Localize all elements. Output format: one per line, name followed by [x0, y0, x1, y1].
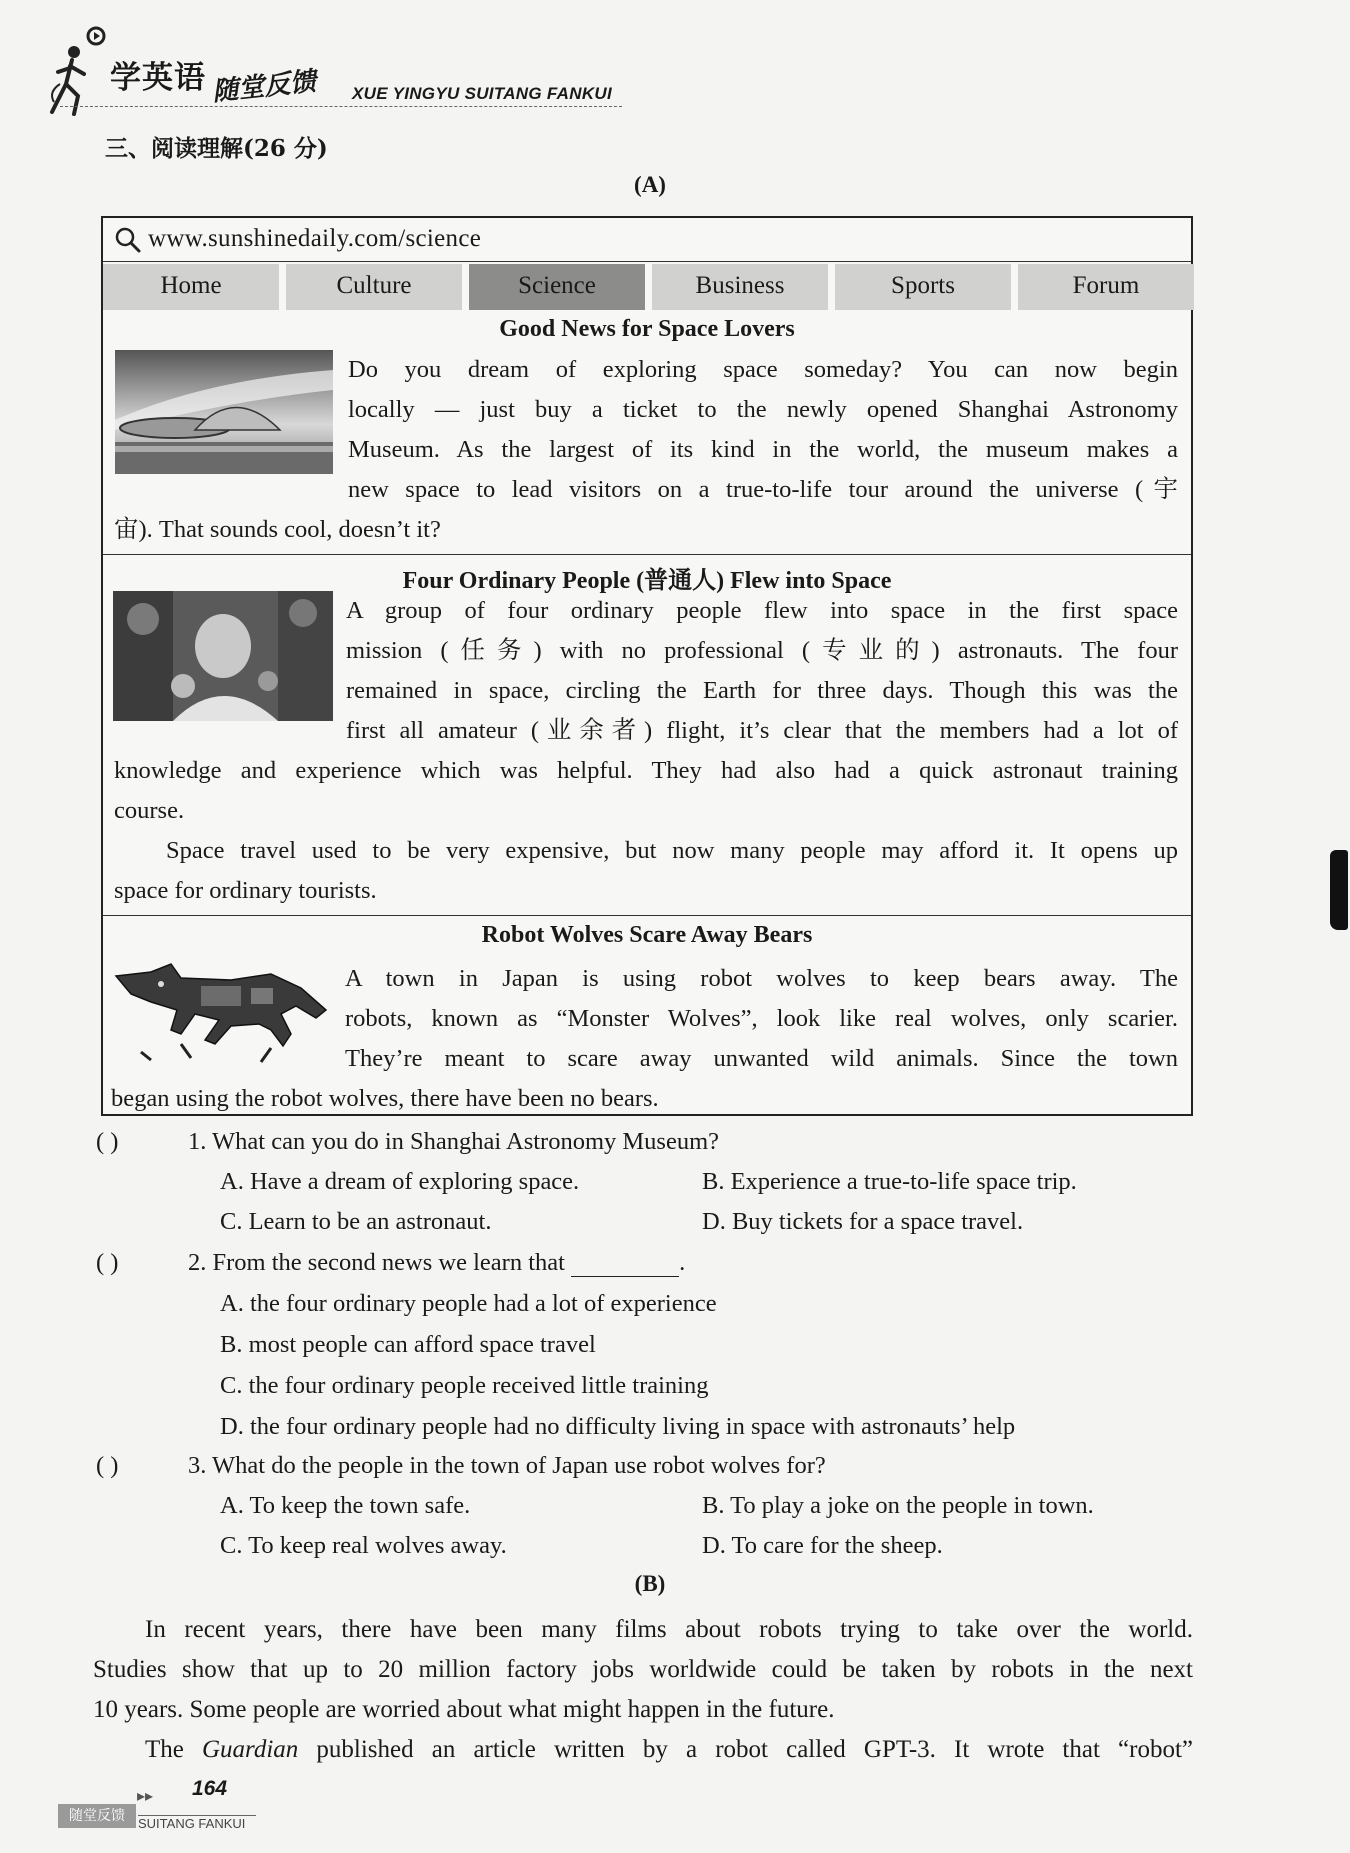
news-2-line-1: A group of four ordinary people flew into space in the first space — [346, 597, 1178, 624]
question-1-option-c: C. Learn to be an astronaut. — [220, 1208, 492, 1235]
news-3-line-1: A town in Japan is using robot wolves to keep bears away. The — [345, 965, 1178, 992]
page-number: 164 — [192, 1777, 228, 1800]
part-b-p1-line-2: Studies show that up to 20 million factory jobs worldwide could be taken by robots in the next — [93, 1656, 1193, 1683]
robot-wolf-image — [111, 954, 335, 1064]
news-2-line-6: course. — [114, 797, 185, 824]
url-text: www.sunshinedaily.com/science — [148, 225, 482, 252]
news-1-line-2: locally — just buy a ticket to the newly opened Shanghai Astronomy — [348, 396, 1178, 423]
part-b-label: (B) — [634, 1571, 666, 1596]
news-3-line-2: robots, known as “Monster Wolves”, look like real wolves, only scarier. — [345, 1005, 1178, 1032]
news-title-1: Good News for Space Lovers — [499, 316, 795, 342]
news-3-line-3: They’re meant to scare away unwanted wild animals. Since the town — [345, 1045, 1178, 1072]
page-edge-mark — [1330, 850, 1348, 930]
search-icon — [115, 227, 141, 253]
nav-bar — [103, 264, 1191, 310]
question-2-option-b: B. most people can afford space travel — [220, 1331, 596, 1358]
footer-label: 随堂反馈 — [58, 1804, 136, 1828]
tab-sports[interactable]: Sports — [835, 264, 1011, 310]
part-b-p2-before: The — [145, 1736, 202, 1763]
answer-paren-3[interactable]: ( ) — [96, 1452, 119, 1479]
news-3-line-4: began using the robot wolves, there have been no bears. — [111, 1085, 659, 1112]
header-title-en: XUE YINGYU SUITANG FANKUI — [352, 84, 613, 103]
question-1-option-a: A. Have a dream of exploring space. — [220, 1168, 580, 1195]
news-2-line-7: Space travel used to be very expensive, but now many people may afford it. It opens up — [166, 837, 1178, 864]
news-1-line-4: new space to lead visitors on a true-to-life tour around the universe (宇 — [348, 476, 1178, 503]
part-b-p2-line-1 — [93, 1730, 1193, 1770]
section-title: 三、阅读理解(26 分) — [105, 135, 328, 162]
news-2-line-8: space for ordinary tourists. — [114, 877, 377, 904]
question-2-stem-end: . — [679, 1249, 686, 1276]
part-b-p1-line-3: 10 years. Some people are worried about what might happen in the future. — [93, 1696, 835, 1723]
news-1-line-1: Do you dream of exploring space someday? You can now begin — [348, 356, 1178, 383]
question-2-stem — [188, 1249, 685, 1277]
astronaut-photo-image — [113, 591, 333, 721]
question-1-option-b: B. Experience a true-to-life space trip. — [702, 1168, 1077, 1195]
news-2-line-4: first all amateur (业余者) flight, it’s clear that the members had a lot of — [346, 717, 1178, 744]
question-3-stem: 3. What do the people in the town of Japan use robot wolves for? — [188, 1452, 826, 1479]
answer-blank[interactable] — [571, 1254, 679, 1277]
news-divider — [103, 915, 1191, 916]
question-3-option-b: B. To play a joke on the people in town. — [702, 1492, 1094, 1519]
guardian-title: Guardian — [201, 1736, 299, 1763]
question-3-option-d: D. To care for the sheep. — [702, 1532, 943, 1559]
news-1-line-3: Museum. As the largest of its kind in the world, the museum makes a — [348, 436, 1178, 463]
header-title: 学英语 — [110, 60, 206, 96]
question-1-stem: 1. What can you do in Shanghai Astronomy Museum? — [188, 1128, 719, 1155]
part-b-p1-line-1: In recent years, there have been many films about robots trying to take over the world. — [145, 1616, 1193, 1643]
question-2-stem-text: 2. From the second news we learn that — [188, 1249, 565, 1276]
astronomy-museum-image — [115, 350, 333, 474]
tab-science[interactable]: Science — [469, 264, 645, 310]
footer-label-en: SUITANG FANKUI — [138, 1815, 256, 1831]
news-2-line-2: mission (任务) with no professional (专业的) astronauts. The four — [346, 637, 1178, 664]
header-subtitle: 随堂反馈 — [210, 66, 318, 108]
part-a-label: (A) — [634, 172, 666, 197]
answer-paren-1[interactable]: ( ) — [96, 1128, 119, 1155]
part-b-p2-after: published an article written by a robot called GPT-3. It wrote that “robot” — [298, 1736, 1193, 1763]
news-1-line-5: 宙). That sounds cool, doesn’t it? — [114, 516, 441, 543]
footer-arrow-icon: ▸▸ — [137, 1788, 154, 1805]
tab-forum[interactable]: Forum — [1018, 264, 1194, 310]
header-divider — [60, 106, 622, 107]
question-1-option-d: D. Buy tickets for a space travel. — [702, 1208, 1024, 1235]
tab-business[interactable]: Business — [652, 264, 828, 310]
question-2-option-d: D. the four ordinary people had no difficulty living in space with astronauts’ help — [220, 1413, 1016, 1440]
news-2-line-3: remained in space, circling the Earth for three days. Though this was the — [346, 677, 1178, 704]
news-title-3: Robot Wolves Scare Away Bears — [481, 922, 813, 948]
question-2-option-a: A. the four ordinary people had a lot of experience — [220, 1290, 717, 1317]
news-title-2: Four Ordinary People (普通人) Flew into Space — [402, 568, 892, 594]
question-3-option-c: C. To keep real wolves away. — [220, 1532, 507, 1559]
webpage-frame — [101, 216, 1193, 1116]
question-2-option-c: C. the four ordinary people received little training — [220, 1372, 709, 1399]
address-bar[interactable] — [103, 218, 1191, 262]
news-2-line-5: knowledge and experience which was helpful. They had also had a quick astronaut training — [114, 757, 1178, 784]
news-divider — [103, 554, 1191, 555]
tab-home[interactable]: Home — [103, 264, 279, 310]
tab-culture[interactable]: Culture — [286, 264, 462, 310]
question-3-option-a: A. To keep the town safe. — [220, 1492, 471, 1519]
answer-paren-2[interactable]: ( ) — [96, 1249, 119, 1276]
